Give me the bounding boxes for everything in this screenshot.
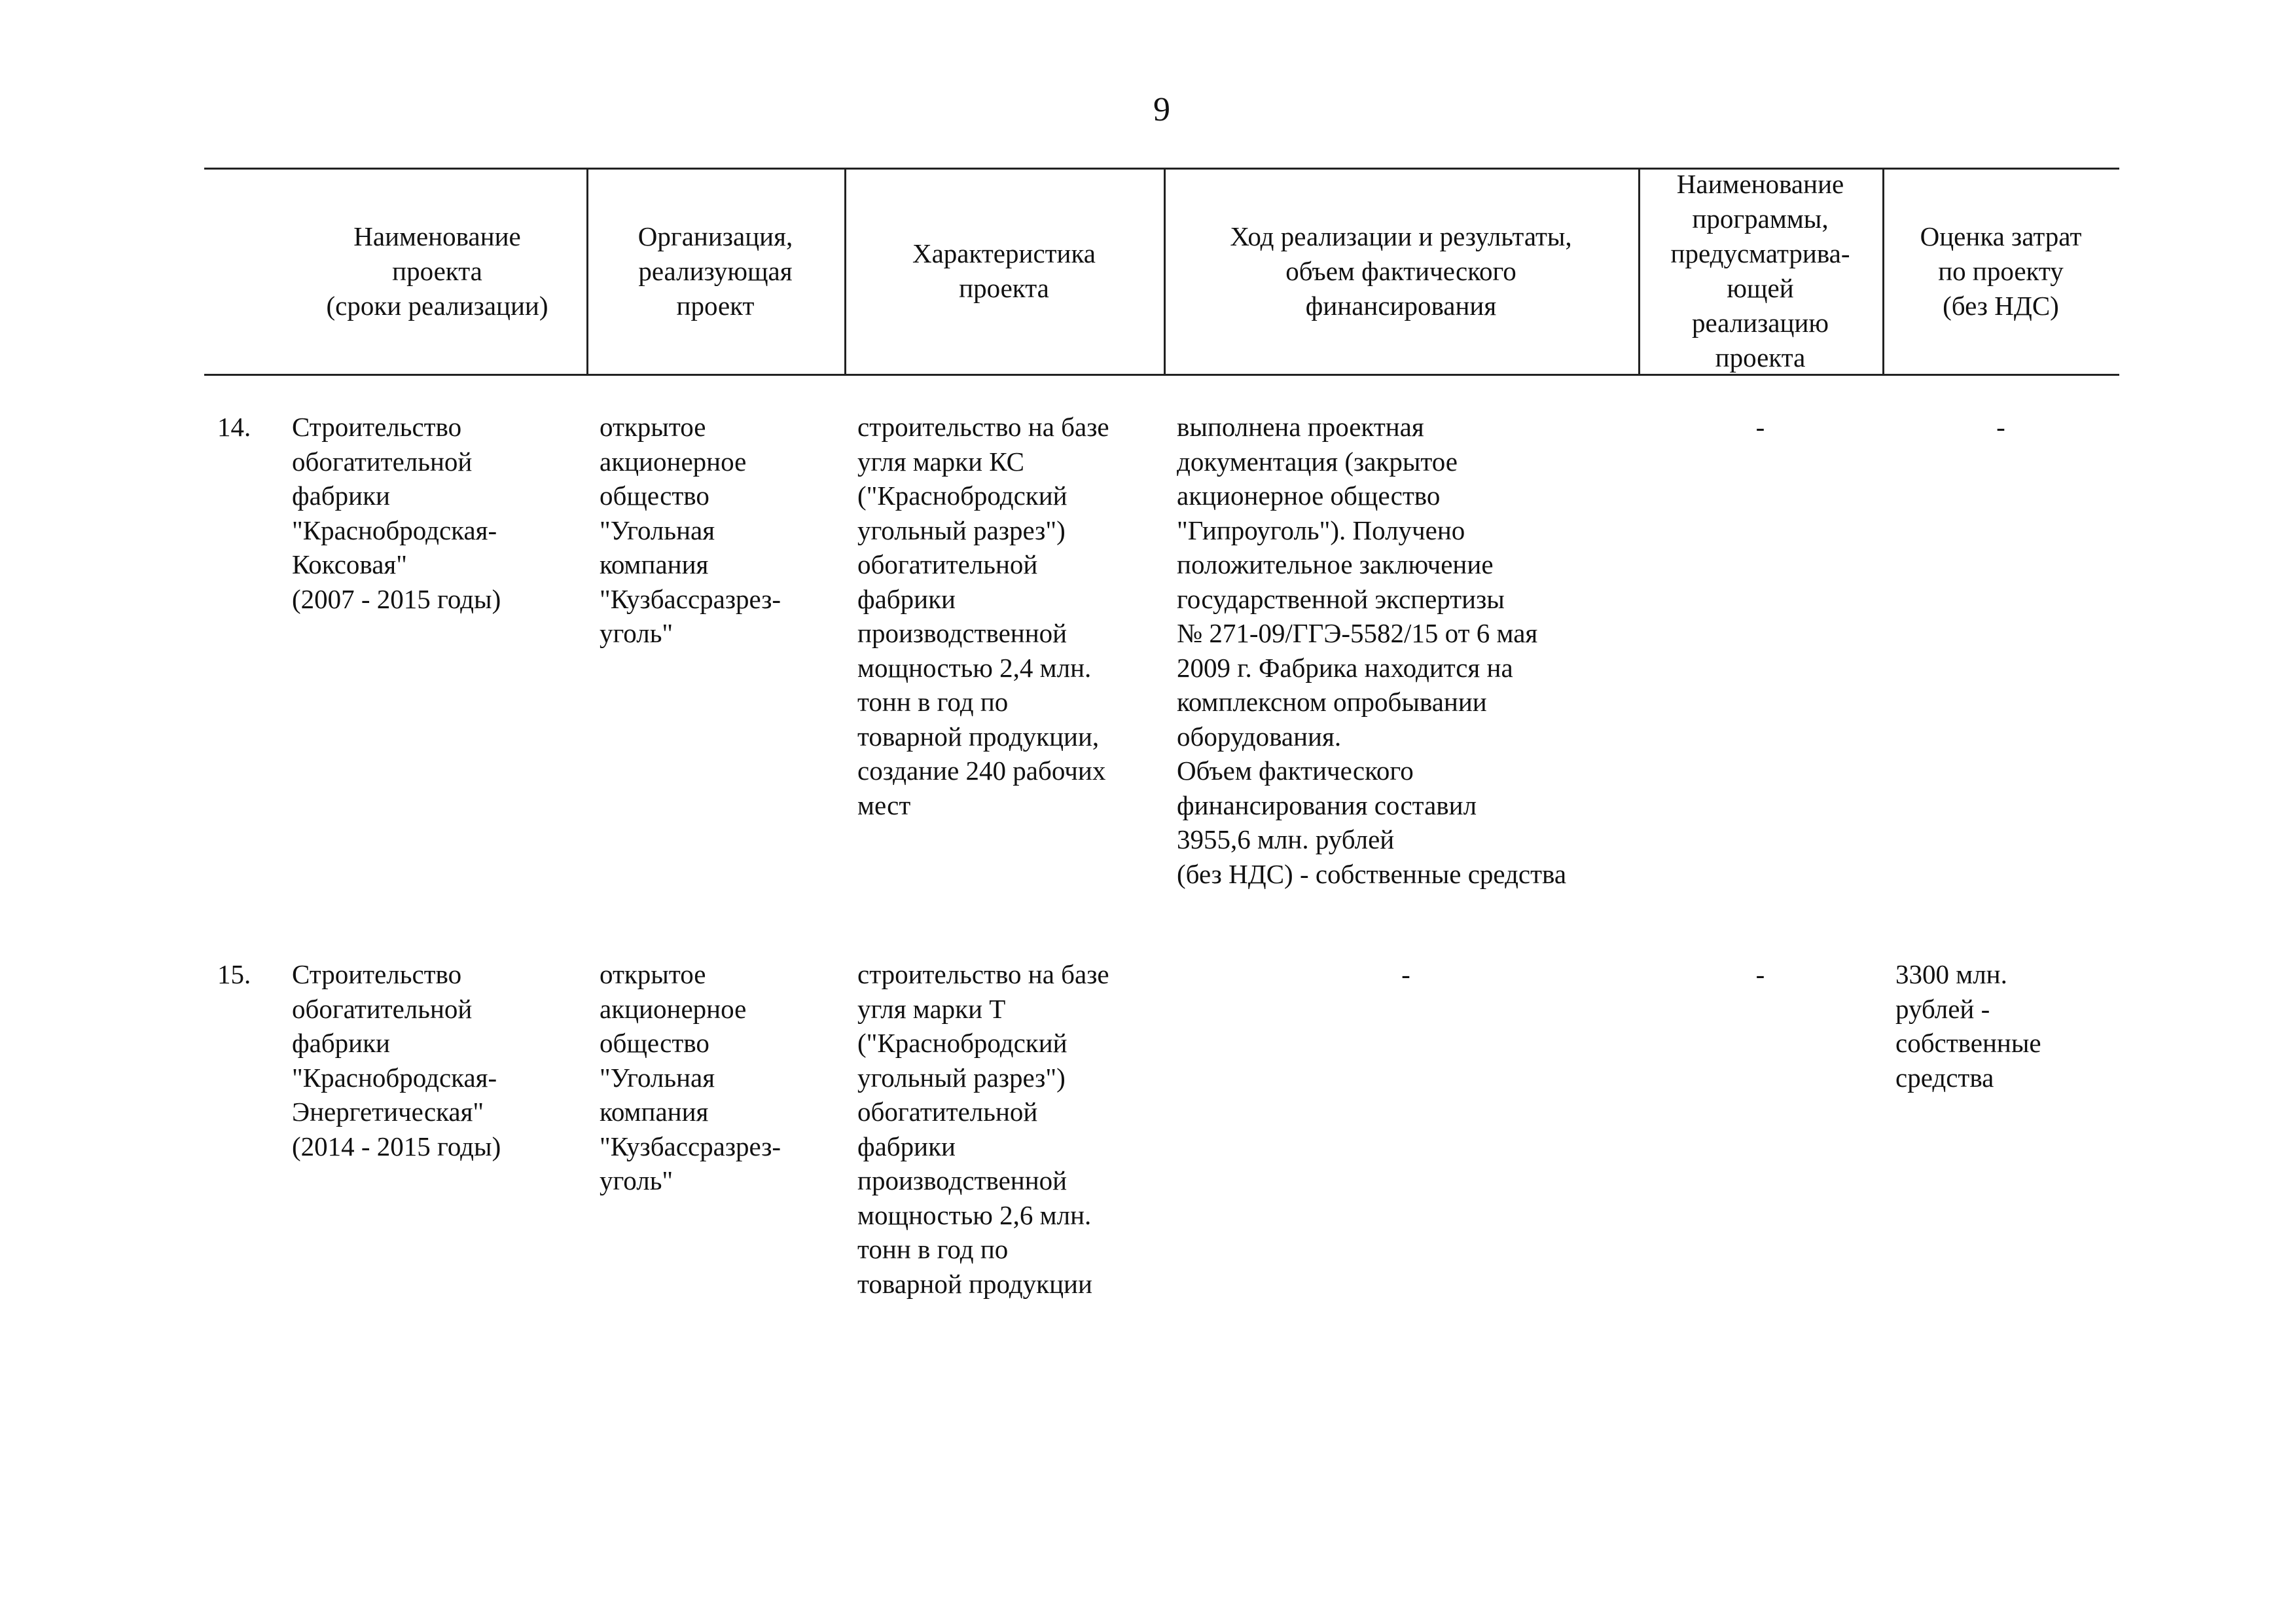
header-progress bbox=[1164, 168, 1638, 374]
table-header-row bbox=[204, 168, 2119, 374]
project-organization: открытое акционерное общество "Угольная компания "Кузбассразрез- уголь" bbox=[600, 959, 781, 1195]
project-name: Строительство обогатительной фабрики "Краснобродская- Энергетическая" (2014 - 2015 годы) bbox=[292, 959, 501, 1161]
header-program bbox=[1638, 168, 1882, 374]
project-characteristics: строительство на базе угля марки КС ("Краснобродский угольный разрез") обогатительной фабрики производственной мощностью 2,4 млн. тонн в год по товарной продукции, создание 240 рабочих мест bbox=[857, 412, 1109, 820]
project-name: Строительство обогатительной фабрики "Краснобродская- Коксовая" (2007 - 2015 годы) bbox=[292, 412, 501, 614]
header-organization-text: Организация, реализующая проект bbox=[637, 221, 793, 321]
page-number: 9 bbox=[1153, 91, 1170, 128]
header-characteristics bbox=[844, 168, 1164, 374]
row-number: 14. bbox=[217, 412, 251, 442]
project-cost: 3300 млн. рублей - собственные средства bbox=[1895, 959, 2041, 1093]
project-progress: - bbox=[1401, 959, 1410, 989]
project-program: - bbox=[1755, 412, 1765, 442]
project-progress: выполнена проектная документация (закрытое акционерное общество "Гипроуголь"). Получено положительное заключение государственной экспертизы № 271-09/ГГЭ-5582/15 от 6 мая 2009 г. Фабрика находится на комплексном опробывании оборудования. Объем фактического финансирования составил 3955,6 млн. рублей (без НДС) - собственные средства bbox=[1177, 412, 1567, 889]
project-characteristics: строительство на базе угля марки Т ("Краснобродский угольный разрез") обогатительной фабрики производственной мощностью 2,6 млн. тонн в год по товарной продукции bbox=[857, 959, 1109, 1299]
header-organization bbox=[586, 168, 844, 374]
header-project-name bbox=[204, 168, 586, 374]
header-program-text: Наименование программы, предусматрива- ющей реализацию проекта bbox=[1670, 169, 1850, 373]
header-cost-text: Оценка затрат по проекту (без НДС) bbox=[1920, 221, 2082, 321]
header-cost bbox=[1882, 168, 2119, 374]
header-characteristics-text: Характеристика проекта bbox=[912, 238, 1096, 303]
header-project-name-text: Наименование проекта (сроки реализации) bbox=[326, 221, 548, 321]
header-progress-text: Ход реализации и результаты, объем фактического финансирования bbox=[1230, 221, 1572, 321]
project-cost: - bbox=[1996, 412, 2005, 442]
project-program: - bbox=[1755, 959, 1765, 989]
project-organization: открытое акционерное общество "Угольная компания "Кузбассразрез- уголь" bbox=[600, 412, 781, 648]
row-number: 15. bbox=[217, 959, 251, 989]
